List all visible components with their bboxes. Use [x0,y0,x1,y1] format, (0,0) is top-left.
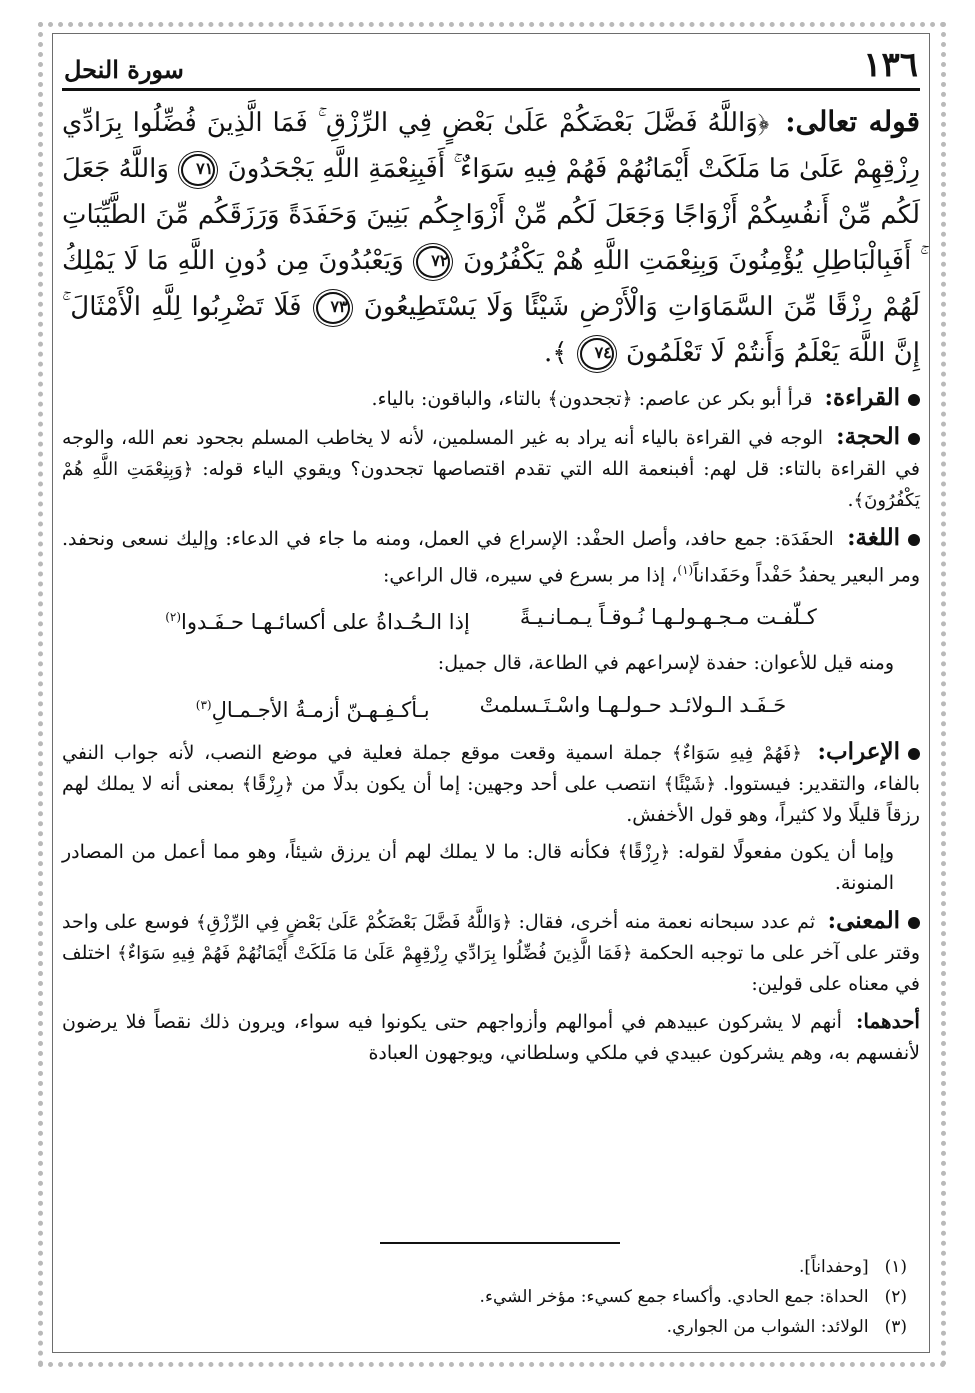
section-label: أحدهما: [855,1009,920,1034]
section-text: فكأنه قال: ما لا يملك لهم أن يرزق شيئاً، وهو مما أعمل من المصادر المنونة. [62,841,894,895]
footnotes [307,1252,907,1342]
bullet-icon [908,917,920,929]
poem-hemistich: بـأكـفِـهـنّ أزمـةُ الأجـمـالِ [211,698,430,723]
ayah-number-marker: ٧٢ [416,246,450,278]
ayah-number-marker: ٧٣ [316,292,350,324]
footnote [307,1312,907,1342]
section-text: . [847,489,854,511]
section-text: اختلف في معناه على قولين: [62,942,920,996]
section-text: أنهم لا يشركون عبيدهم في أموالهم وأزواجهم حتى يكونوا فيه سواء، ويرون ذلك نقصاً فلا يرضون لأنفسهم به، وهم يشركون عبيدي في ملكي وسلطاني، ويوجهون العبادة [62,1011,920,1065]
verse-end: ﴾. [544,338,568,368]
footnote-ref[interactable]: (٢) [165,610,182,625]
section-text: الحفَدَة: جمع حافد، وأصل الحفْد: الإسراع في العمل، ومنه ما جاء في الدعاء: وإليك نسعى ونحفد. ومر البعير يحفدُ حَفْداً وحَفَداناً [62,528,920,587]
quran-quote: ﴿فَهُمْ فِيهِ سَوَاءٌ﴾ [671,743,802,765]
section-text: جملة اسمية وقعت موقع جملة فعلية في موضع النصب، لأنه جواب النفي بالفاء، والتقدير: فيستووا. [62,742,920,796]
bullet-icon [908,433,920,445]
footnote [307,1282,907,1312]
poem-verse [62,685,920,730]
footnote-ref[interactable]: (٣) [195,698,212,713]
section-qiraa [62,382,920,415]
verse-text: ﴿وَاللَّهُ فَضَّلَ بَعْضَكُمْ عَلَىٰ بَعْضٍ فِي الرِّزْقِ ۚ فَمَا الَّذِينَ فُضِّلُوا بِرَادِّي رِزْقِهِمْ عَلَىٰ مَا مَلَكَتْ أَيْمَانُهُمْ فَهُمْ فِيهِ سَوَاءٌ ۚ أَفَبِنِعْمَةِ اللَّهِ يَجْحَدُونَ [62,108,920,184]
poem-hemistich: كـلّفـت مـجـهـولـهـا نُـوقـاً يـمـانـيـةً [519,605,817,630]
page-number: ١٣٦ [863,45,918,85]
footnote-text: الحداة: جمع الحادي. وأكساء جمع كسيء: مؤخر الشيء. [479,1287,869,1307]
footnote-ref[interactable]: (١) [677,563,694,577]
footnote-text: [وحفداناً]. [799,1257,869,1277]
section-text: قرأ أبو بكر عن عاصم: ﴿تجحدون﴾ بالتاء، والباقون: بالياء. [371,388,813,410]
section-text: بمعنى أنه لا يملك لهم رزقاً قليلًا ولا كثيراً، وهو قول الأخفش. [62,773,920,827]
section-text-block [62,648,920,679]
section-text: وإما أن يكون مفعولًا لقوله: [677,841,895,864]
quran-quote: ﴿رِزْقًا﴾ [241,774,295,796]
bullet-icon [908,748,920,760]
quran-quote: ﴿وَاللَّهُ فَضَّلَ بَعْضَكُمْ عَلَىٰ بَعْضٍ فِي الرِّزْقِ﴾ [196,912,512,934]
section-lugha [62,522,920,591]
section-label: القراءة: [824,384,900,411]
section-label: اللغة: [847,524,900,551]
running-head [62,40,920,91]
footnote-divider [380,1242,620,1244]
section-text: ومنه قيل للأعوان: حفدة لإسراعهم في الطاعة، قال جميل: [437,652,894,675]
verse-lead: قوله تعالى: [785,105,920,138]
section-first-opinion [62,1006,920,1069]
quran-verse-block [62,99,920,376]
verse-text: وَيَعْبُدُونَ مِن دُونِ اللَّهِ مَا لَا يَمْلِكُ لَهُمْ رِزْقًا مِّنَ السَّمَاوَاتِ وَالْأَرْضِ شَيْئًا وَلَا يَسْتَطِيعُونَ [62,246,921,322]
verse-text: فَلَا تَضْرِبُوا لِلَّهِ الْأَمْثَالَ ۚ إِنَّ اللَّهَ يَعْلَمُ وَأَنتُمْ لَا تَعْلَمُونَ [62,292,920,368]
poem-hemistich: إذا الـحُـداةُ على أكسائـهـا حـفَـدوا [181,610,470,635]
section-text: فوسع على واحد وقتر على آخر على ما توجبه الحكمة [62,911,921,965]
footnote-number: (٣) [884,1317,907,1337]
bullet-icon [908,534,920,546]
section-label: المعنى: [827,907,901,935]
section-irab [62,736,920,831]
section-text-block [62,837,920,899]
section-label: الحجة: [836,423,900,450]
section-text: الوجه في القراءة بالياء أنه يراد به غير المسلمين، لأنه لا يخاطب المسلم بجحود نعم الله، والوجه في القراءة بالتاء: قل لهم: أفبنعمة الله التي تقدم اقتصاصها تجحدون؟ ويقوي الياء قوله: [62,427,920,480]
footnote [307,1252,907,1282]
section-label: الإعراب: [817,738,900,766]
footnote-text: الولائد: الشواب من الجواري. [666,1317,869,1337]
verse-text: وَاللَّهُ جَعَلَ لَكُم مِّنْ أَنفُسِكُمْ أَزْوَاجًا وَجَعَلَ لَكُم مِّنْ أَزْوَاجِكُم بَنِينَ وَحَفَدَةً وَرَزَقَكُم مِّنَ الطَّيِّبَاتِ ۚ أَفَبِالْبَاطِلِ يُؤْمِنُونَ وَبِنِعْمَتِ اللَّهِ هُمْ يَكْفُرُونَ [62,154,921,276]
ayah-number-marker: ٧٤ [580,338,614,370]
section-maana [62,905,920,1000]
quran-quote: ﴿رِزْقًا﴾ [617,842,671,864]
page-content [62,40,920,1069]
bullet-icon [908,394,920,406]
poem-verse [62,597,920,642]
section-hujja [62,421,920,516]
quran-quote: ﴿وَبِنِعْمَتِ اللَّهِ هُمْ يَكْفُرُونَ﴾ [62,459,920,511]
ayah-number-marker: ٧١ [181,154,215,186]
section-text: ، إذا مر بسرع في سيره، قال الراعي: [383,564,678,587]
section-text: انتصب على أحد وجهين: إما أن يكون بدلًا من [301,773,657,796]
section-text: ثم عدد سبحانه نعمة منه أخرى، فقال: [518,911,816,934]
quran-quote: ﴿فَمَا الَّذِينَ فُضِّلُوا بِرَادِّي رِزْقِهِمْ عَلَىٰ مَا مَلَكَتْ أَيْمَانُهُمْ فَهُمْ فِيهِ سَوَاءٌ﴾ [117,943,633,965]
footnote-number: (١) [884,1257,907,1277]
poem-hemistich: حَـفَـد الـولائـد حـولـهـا واسْـتَـسلمتْ [479,693,787,718]
surah-name: سورة النحل [64,55,184,84]
footnote-number: (٢) [884,1287,907,1307]
quran-quote: ﴿شَيْئًا﴾ [663,774,716,796]
